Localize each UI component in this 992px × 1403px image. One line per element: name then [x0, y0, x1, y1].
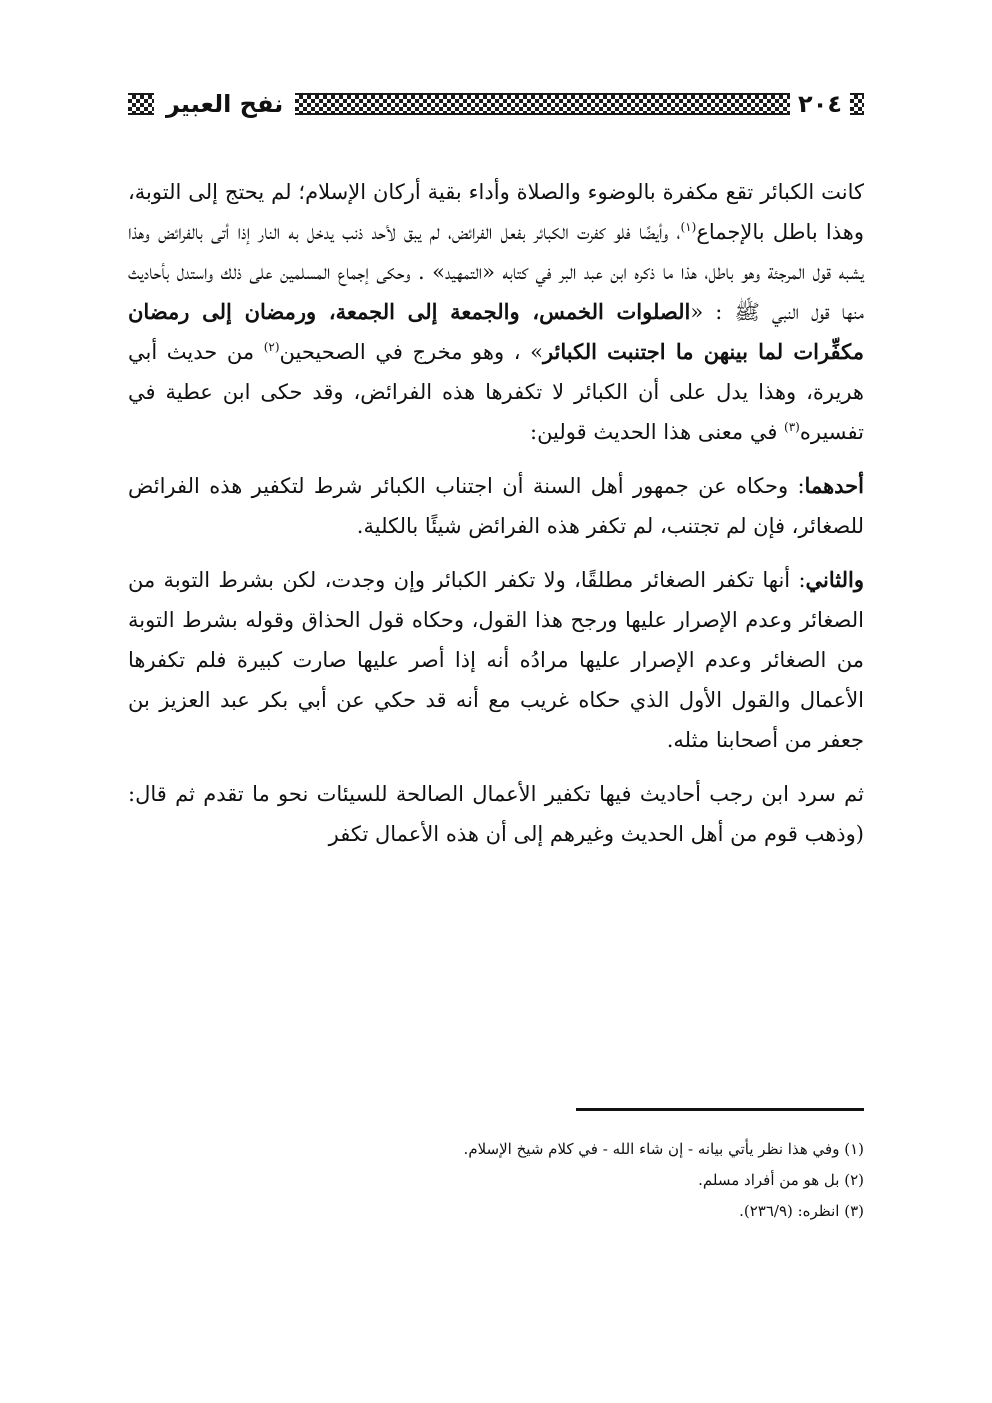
footnote-1: (١) وفي هذا نظر يأتي بيانه - إن شاء الله - في كلام شيخ الإسلام.	[463, 1140, 864, 1158]
book-title: نفح العبير	[166, 90, 284, 118]
footnote-2: (٢) بل هو من أفراد مسلم.	[698, 1171, 864, 1189]
header-ornament-end	[128, 93, 154, 115]
header-ornament-band	[295, 93, 790, 115]
paragraph-2	[128, 466, 864, 546]
footnote-ref-2[interactable]: (٢)	[263, 340, 280, 354]
footnote-ref-1[interactable]: (١)	[680, 220, 697, 234]
text-run: : وحكاه عن جمهور أهل السنة أن اجتناب الكبائر شرط لتكفير هذه الفرائض للصغائر، فإن لم تجتنب، لم تكفر هذه الفرائض شيئًا بالكلية.	[128, 474, 864, 538]
running-header	[128, 86, 864, 122]
header-ornament-start	[850, 93, 864, 115]
text-run: كانت الكبائر تقع مكفرة بالوضوء والصلاة وأداء بقية أركان الإسلام؛ لم يحتج إلى التوبة، وهذا باطل بالإجماع	[128, 180, 864, 244]
footnote-ref-3[interactable]: (٣)	[784, 420, 800, 434]
page-number: ٢٠٤	[798, 90, 842, 118]
text-run: » ، وهو مخرج في الصحيحين	[279, 340, 543, 364]
main-text	[128, 172, 864, 868]
text-run: ، وأيضًا فلو كفرت الكبائر بفعل الفرائض، لم يبق لأحد ذنب يدخل به النار إذا أتى بالفرائض وهذا يشبه قول المرجئة وهو باطل، هذا ما ذكره ابن عبد البر في كتابه «التمهيد» . وحكى إجماع المسلمين على ذلك واستدل بأحاديث منها قول النبي ﷺ : «	[128, 220, 864, 324]
text-run: ثم سرد ابن رجب أحاديث فيها تكفير الأعمال الصالحة للسيئات نحو ما تقدم ثم قال: (وذهب قوم من أهل الحديث وغيرهم إلى أن هذه الأعمال تكفر	[128, 782, 864, 846]
paragraph-3	[128, 560, 864, 760]
footnotes	[128, 1134, 864, 1227]
hadith-quote: الصلوات الخمس، والجمعة إلى الجمعة، ورمضان إلى رمضان مكفِّرات لما بينهن ما اجتنبت الكبائر	[128, 299, 864, 364]
paragraph-1	[128, 172, 864, 452]
term-second-opinion: والثاني	[805, 567, 864, 592]
paragraph-4	[128, 774, 864, 854]
text-run: في معنى هذا الحديث قولين:	[530, 420, 785, 444]
footnote-3: (٣) انظره: (٢٣٦/٩).	[739, 1202, 864, 1220]
term-first-opinion: أحدهما	[804, 473, 864, 498]
text-run: من حديث أبي هريرة، وهذا يدل على أن الكبائر لا تكفرها هذه الفرائض، وقد حكى ابن عطية في تفسيره	[128, 340, 864, 444]
footnote-separator	[576, 1108, 864, 1111]
text-run: : أنها تكفر الصغائر مطلقًا، ولا تكفر الكبائر وإن وجدت، لكن بشرط التوبة من الصغائر وعدم الإصرار عليها ورجح هذا القول، وحكاه قول الحذاق وقوله بشرط التوبة من الصغائر وعدم الإصرار عليها مرادُه أنه إذا أصر عليها صارت كبيرة فلم تكفرها الأعمال والقول الأول الذي حكاه غريب مع أنه قد حكي عن أبي بكر عبد العزيز بن جعفر من أصحابنا مثله.	[128, 568, 864, 752]
